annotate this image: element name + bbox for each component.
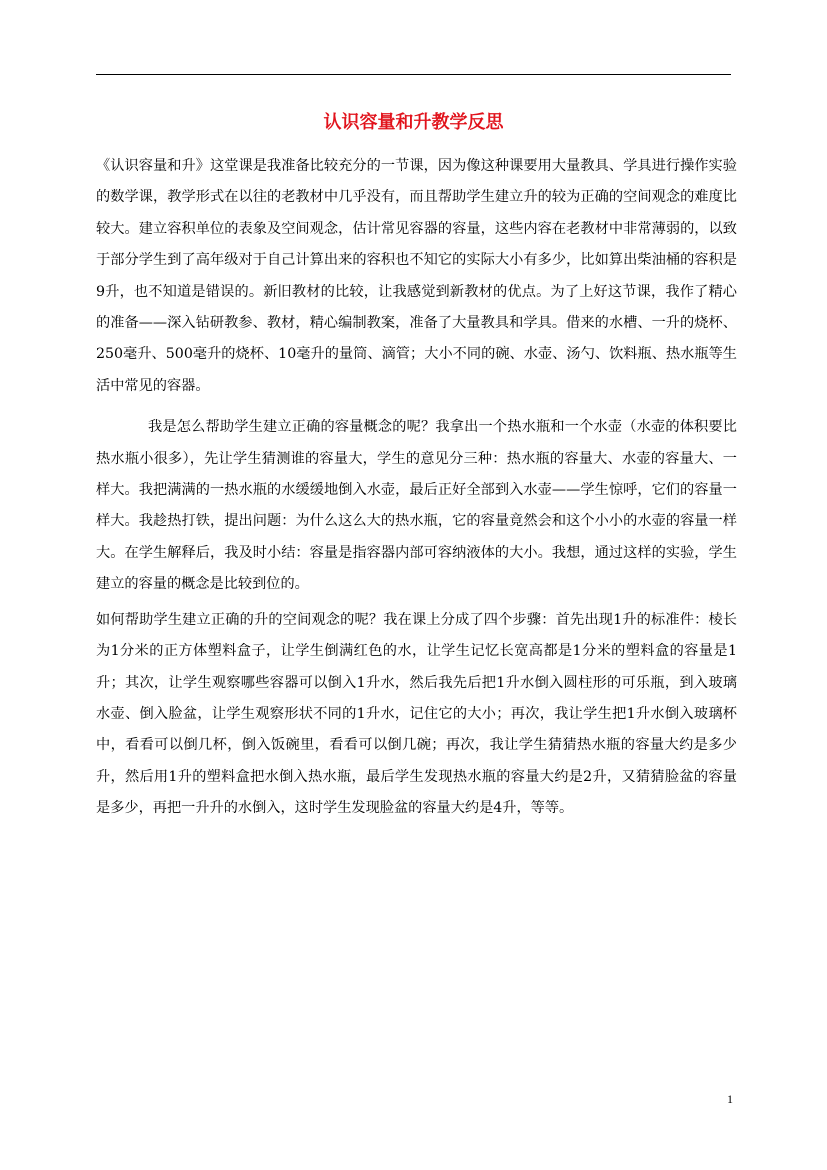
page-number: 1: [727, 1092, 733, 1106]
document-title: 认识容量和升教学反思: [323, 112, 504, 133]
paragraph-intro: 《认识容量和升》这堂课是我准备比较充分的一节课，因为像这种课要用大量教具、学具进行操作实验的数学课，教学形式在以往的老教材中几乎没有，而且帮助学生建立升的较为正确的空间观念的难度比较大。建立容积单位的表象及空间观念，估计常见容器的容量，这些内容在老教材中非常薄弱的，以致于部分学生到了高年级对于自己计算出来的容积也不知它的实际大小有多少，比如算出柴油桶的容积是9升，也不知道是错误的。新旧教材的比较，让我感觉到新教材的优点。为了上好这节课，我作了精心的准备——深入钻研教参、教材，精心编制教案，准备了大量教具和学具。借来的水槽、一升的烧杯、250毫升、500毫升的烧杯、10毫升的量筒、滴管；大小不同的碗、水壶、汤勺、饮料瓶、热水瓶等生活中常见的容器。: [96, 158, 737, 394]
header-rule: [96, 74, 731, 75]
paragraph-capacity-concept: 我是怎么帮助学生建立正确的容量概念的呢？我拿出一个热水瓶和一个水壶（水壶的体积要比热水瓶小很多），先让学生猜测谁的容量大，学生的意见分三种：热水瓶的容量大、水壶的容量大、一样大。我把满满的一热水瓶的水缓缓地倒入水壶，最后正好全部到入水壶——学生惊呼，它们的容量一样大。我趁热打铁，提出问题：为什么这么大的热水瓶，它的容量竟然会和这个小小的水壶的容量一样大。在学生解释后，我及时小结：容量是指容器内部可容纳液体的大小。我想，通过这样的实验，学生建立的容量的概念是比较到位的。: [96, 419, 737, 593]
paragraph-liter-concept: 如何帮助学生建立正确的升的空间观念的呢？我在课上分成了四个步骤：首先出现1升的标准件：棱长为1分米的正方体塑料盒子，让学生倒满红色的水，让学生记忆长宽高都是1分米的塑料盒的容量是1升；其次，让学生观察哪些容器可以倒入1升水，然后我先后把1升水倒入圆柱形的可乐瓶，到入玻璃水壶、倒入脸盆，让学生观察形状不同的1升水，记住它的大小；再次，我让学生把1升水倒入玻璃杯中，看看可以倒几杯，倒入饭碗里，看看可以倒几碗；再次，我让学生猜猜热水瓶的容量大约是多少升，然后用1升的塑料盒把水倒入热水瓶，最后学生发现热水瓶的容量大约是2升，又猜猜脸盆的容量是多少，再把一升升的水倒入，这时学生发现脸盆的容量大约是4升，等等。: [96, 611, 737, 817]
document-body: [96, 151, 737, 825]
